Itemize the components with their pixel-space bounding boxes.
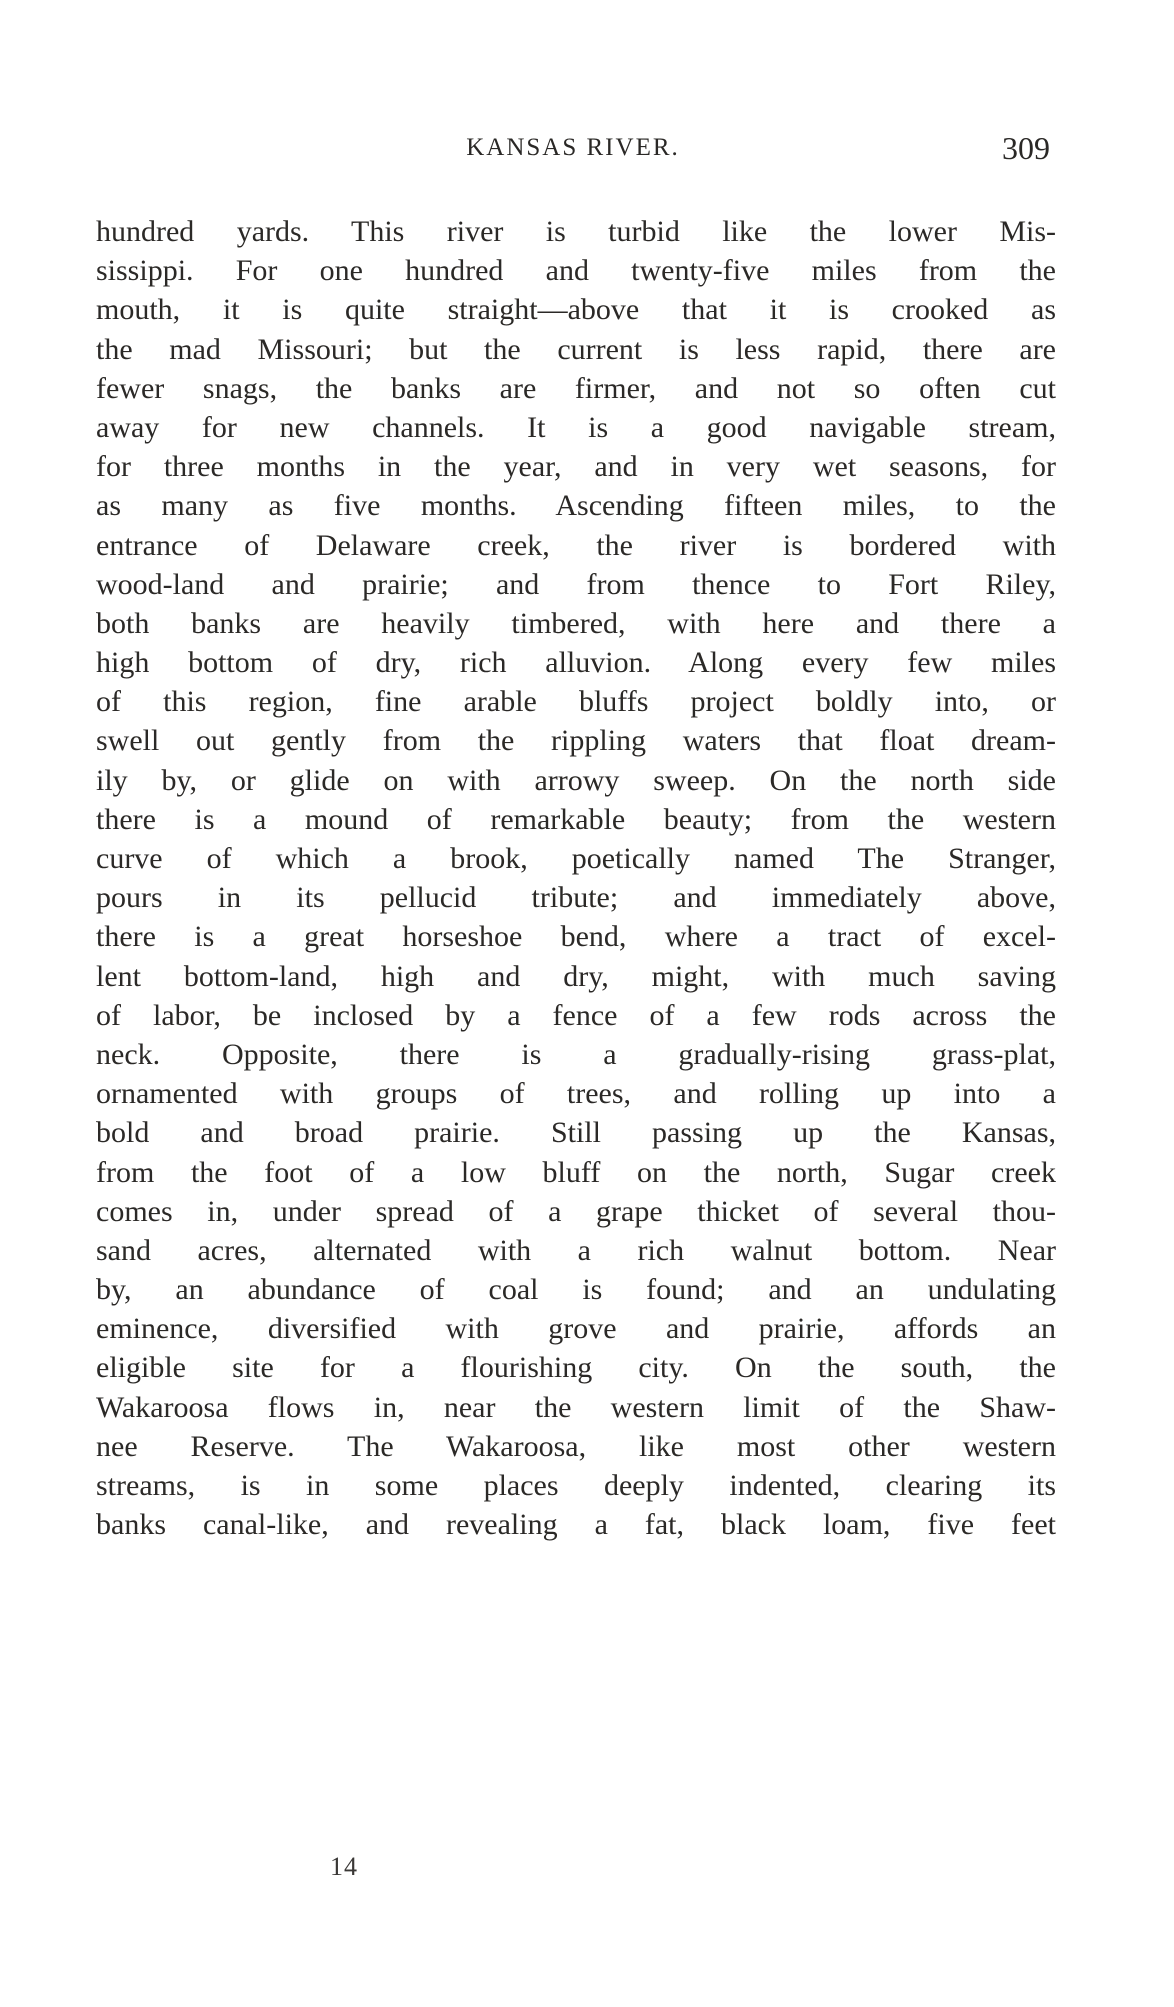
text-line: sissippi. For one hundred and twenty-five miles from the (96, 254, 1056, 288)
text-line: high bottom of dry, rich alluvion. Along every few miles (96, 646, 1056, 680)
text-line: eminence, diversified with grove and prairie, affords an (96, 1312, 1056, 1346)
text-line: ornamented with groups of trees, and rolling up into a (96, 1077, 1056, 1111)
text-line: lent bottom-land, high and dry, might, with much saving (96, 959, 1056, 993)
text-line: there is a mound of remarkable beauty; from the western (96, 802, 1056, 836)
running-head (96, 128, 1050, 168)
text-line: nee Reserve. The Wakaroosa, like most other western (96, 1429, 1056, 1463)
text-line: bold and broad prairie. Still passing up the Kansas, (96, 1116, 1056, 1150)
page-number: 309 (1002, 130, 1050, 166)
text-line: fewer snags, the banks are firmer, and not so often cut (96, 371, 1056, 405)
text-line: the mad Missouri; but the current is less rapid, there are (96, 332, 1056, 366)
running-title: KANSAS RIVER. (466, 134, 680, 161)
text-line: banks canal-like, and revealing a fat, black loam, five feet (96, 1508, 1056, 1542)
text-line: from the foot of a low bluff on the north, Sugar creek (96, 1155, 1056, 1189)
text-line: by, an abundance of coal is found; and an undulating (96, 1273, 1056, 1307)
text-line: hundred yards. This river is turbid like the lower Mis- (96, 215, 1056, 248)
text-line: comes in, under spread of a grape thicket of several thou- (96, 1194, 1056, 1228)
text-line: both banks are heavily timbered, with here and there a (96, 606, 1056, 640)
body-paragraph (96, 212, 1056, 1544)
text-line: neck. Opposite, there is a gradually-rising grass-plat, (96, 1037, 1056, 1071)
text-line: mouth, it is quite straight—above that it is crooked as (96, 293, 1056, 327)
text-line: eligible site for a flourishing city. On the south, the (96, 1351, 1056, 1385)
text-line: Wakaroosa flows in, near the western limit of the Shaw- (96, 1390, 1056, 1424)
text-line: entrance of Delaware creek, the river is bordered with (96, 528, 1056, 562)
text-line: streams, is in some places deeply indented, clearing its (96, 1469, 1056, 1502)
text-line: ily by, or glide on with arrowy sweep. On the north side (96, 763, 1056, 797)
text-line: pours in its pellucid tribute; and immediately above, (96, 881, 1056, 915)
text-line: as many as five months. Ascending fifteen miles, to the (96, 489, 1056, 523)
text-line: of this region, fine arable bluffs project boldly into, or (96, 685, 1056, 719)
text-line: of labor, be inclosed by a fence of a few rods across the (96, 998, 1056, 1032)
signature-mark: 14 (330, 1852, 358, 1881)
text-line: swell out gently from the rippling waters that float dream- (96, 724, 1056, 758)
text-line: away for new channels. It is a good navigable stream, (96, 410, 1056, 444)
text-line: sand acres, alternated with a rich walnut bottom. Near (96, 1233, 1056, 1267)
text-line: there is a great horseshoe bend, where a tract of excel- (96, 920, 1056, 954)
text-line: curve of which a brook, poetically named The Stranger, (96, 842, 1056, 875)
text-line: for three months in the year, and in very wet seasons, for (96, 450, 1056, 484)
text-line: wood-land and prairie; and from thence to Fort Riley, (96, 567, 1056, 601)
